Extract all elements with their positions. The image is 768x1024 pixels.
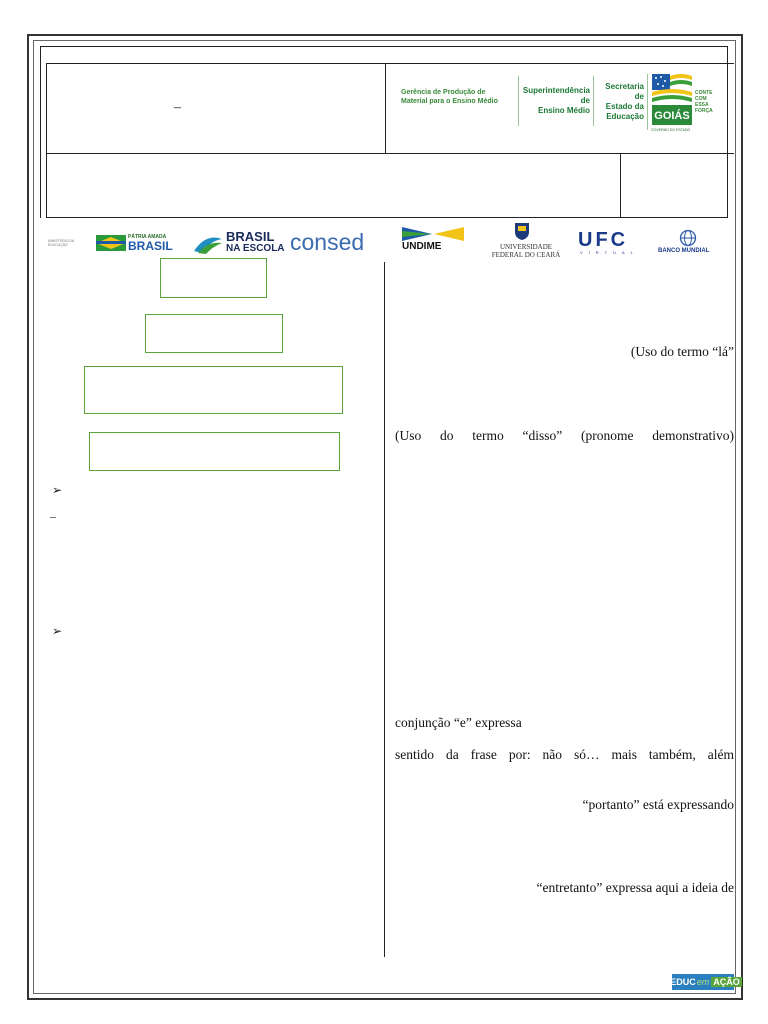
seduc-em-acao-badge: SEDUC em AÇÃO — [672, 974, 734, 990]
brasil-logo — [96, 235, 126, 256]
universidade-label: UNIVERSIDADE FEDERAL DO CEARÁ — [491, 243, 561, 259]
green-box-2 — [145, 314, 283, 353]
column-divider — [384, 262, 385, 957]
gerencia-label: Gerência de Produção de Material para o Ensino Médio — [401, 89, 498, 105]
header-table-left — [40, 46, 41, 218]
goias-flag-logo — [651, 72, 693, 128]
consed-logo: consed — [290, 229, 365, 255]
green-box-4 — [89, 432, 340, 471]
green-box-1 — [160, 258, 267, 298]
text-line-entretanto: “entretanto” expressa aqui a ideia de — [536, 880, 734, 895]
logo-separator — [593, 76, 594, 126]
text-line-conjuncao: conjunção “e” expressa — [395, 715, 522, 730]
crest-icon — [512, 221, 532, 241]
ministerio-logo: MINISTÉRIO DA EDUCAÇÃO — [48, 239, 75, 247]
header-table-mid — [385, 63, 386, 153]
text-line-disso: (Uso do termo “disso” (pronome demonstrativo) — [395, 428, 734, 443]
arrow-bullet-icon: ➢ — [52, 624, 63, 638]
arrow-bullet-icon: ➢ — [52, 483, 63, 497]
brasil-na-escola-logo — [192, 233, 224, 260]
ufc-virtual-logo: UFC — [578, 229, 629, 251]
goias-slogan: CONTE COM ESSA FORÇA — [695, 90, 713, 114]
svg-text:GOIÁS: GOIÁS — [654, 110, 690, 122]
header-table-right — [727, 46, 728, 218]
header-table-bottom — [46, 217, 728, 218]
header-table-mid2 — [620, 153, 621, 217]
header-table-left-inner — [46, 63, 47, 218]
goias-subtitle: GOVERNO DO ESTADO — [651, 128, 691, 132]
patria-amada-label: PÁTRIA AMADA — [128, 234, 167, 240]
brasil-na-escola-label: BRASIL NA ESCOLA — [226, 229, 285, 254]
globe-icon — [679, 229, 697, 247]
wave-icon — [192, 233, 224, 255]
header-table-top — [40, 46, 728, 47]
header-title: – — [174, 100, 181, 115]
logo-separator — [518, 76, 519, 126]
header-table-line — [46, 63, 734, 64]
dash-marker: – — [50, 509, 56, 523]
superintendencia-label: Superintendência de Ensino Médio — [522, 86, 590, 115]
undime-mark-icon — [402, 227, 464, 241]
partner-logos — [0, 225, 768, 259]
brasil-flag-icon — [96, 235, 126, 251]
undime-label: UNDIME — [402, 241, 442, 252]
text-line-sentido: sentido da frase por: não só… mais também, além — [395, 747, 734, 762]
brasil-label: BRASIL — [128, 239, 173, 253]
logo-separator — [647, 74, 648, 130]
text-line-portanto: “portanto” está expressando — [582, 797, 734, 812]
banco-mundial-label: BANCO MUNDIAL — [658, 248, 710, 254]
green-box-3 — [84, 366, 343, 414]
text-line-la: (Uso do termo “lá” — [630, 344, 734, 359]
ufc-virtual-sub: VIRTUAL — [580, 250, 639, 255]
secretaria-label: Secretaria de Estado da Educação — [605, 82, 644, 121]
header-table-line — [46, 153, 734, 154]
